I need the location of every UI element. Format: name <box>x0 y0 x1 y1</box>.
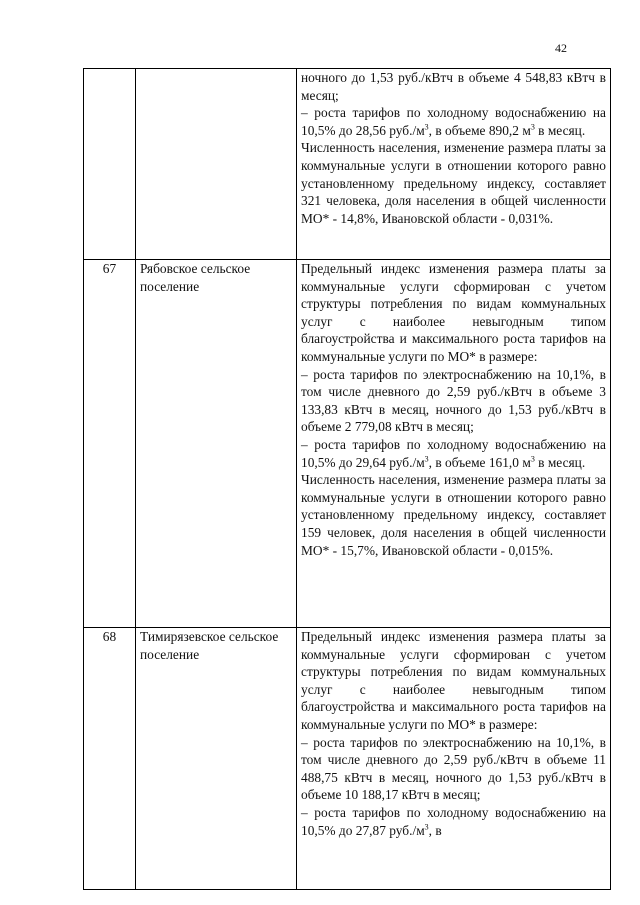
table-row <box>84 628 611 890</box>
row-description <box>297 628 611 890</box>
table-row <box>84 69 611 260</box>
tariff-table <box>83 68 611 890</box>
paragraph: – роста тарифов по электроснабжению на 10,1%, в том числе дневного до 2,59 руб./кВтч в объеме 11 488,75 кВтч в месяц, ночного до 1,53 руб./кВтч в объеме 10 188,17 кВтч в месяц; <box>301 734 606 803</box>
paragraph: Численность населения, изменение размера платы за коммунальные услуги в отношении которого равно установленному предельному индексу, составляет 321 человека, доля населения в общей численности МО* - 14,8%, Ивановской области - 0,031%. <box>301 140 606 226</box>
settlement-name <box>136 69 297 260</box>
paragraph: – роста тарифов по холодному водоснабжению на 10,5% до 27,87 $руб./м^3$, в <box>301 804 606 838</box>
settlement-name: Рябовское сельское поселение <box>136 260 297 628</box>
row-number <box>84 69 136 260</box>
table-row <box>84 260 611 628</box>
row-description <box>297 260 611 628</box>
paragraph: ночного до 1,53 руб./кВтч в объеме 4 548,83 кВтч в месяц; <box>301 70 606 103</box>
paragraph: Численность населения, изменение размера платы за коммунальные услуги в отношении которого равно установленному предельному индексу, составляет 159 человек, доля населения в общей численности МО* - 15,7%, Ивановской области - 0,015%. <box>301 472 606 558</box>
paragraph: Предельный индекс изменения размера платы за коммунальные услуги сформирован с учетом структуры потребления по видам коммунальных услуг с наиболее невыгодным типом благоустройства и максимального роста тарифов на коммунальные услуги по МО* в размере: <box>301 629 606 732</box>
settlement-name: Тимирязевское сельское поселение <box>136 628 297 890</box>
paragraph: – роста тарифов по электроснабжению на 10,1%, в том числе дневного до 2,59 руб./кВтч в объеме 3 133,83 кВтч в месяц, ночного до 1,53 руб./кВтч в объеме 2 779,08 кВтч в месяц; <box>301 366 606 435</box>
paragraph: – роста тарифов по холодному водоснабжению на 10,5% до 29,64 $руб./м^3$, в объеме 161,0 $м^3$ в месяц. <box>301 436 606 470</box>
row-number: 67 <box>84 260 136 628</box>
row-number: 68 <box>84 628 136 890</box>
page-number: 42 <box>555 41 567 55</box>
paragraph: – роста тарифов по холодному водоснабжению на 10,5% до 28,56 $руб./м^3$, в объеме 890,2 $м^3$ в месяц. <box>301 105 606 138</box>
row-description <box>297 69 611 260</box>
paragraph: Предельный индекс изменения размера платы за коммунальные услуги сформирован с учетом структуры потребления по видам коммунальных услуг с наиболее невыгодным типом благоустройства и максимального роста тарифов на коммунальные услуги по МО* в размере: <box>301 261 606 364</box>
